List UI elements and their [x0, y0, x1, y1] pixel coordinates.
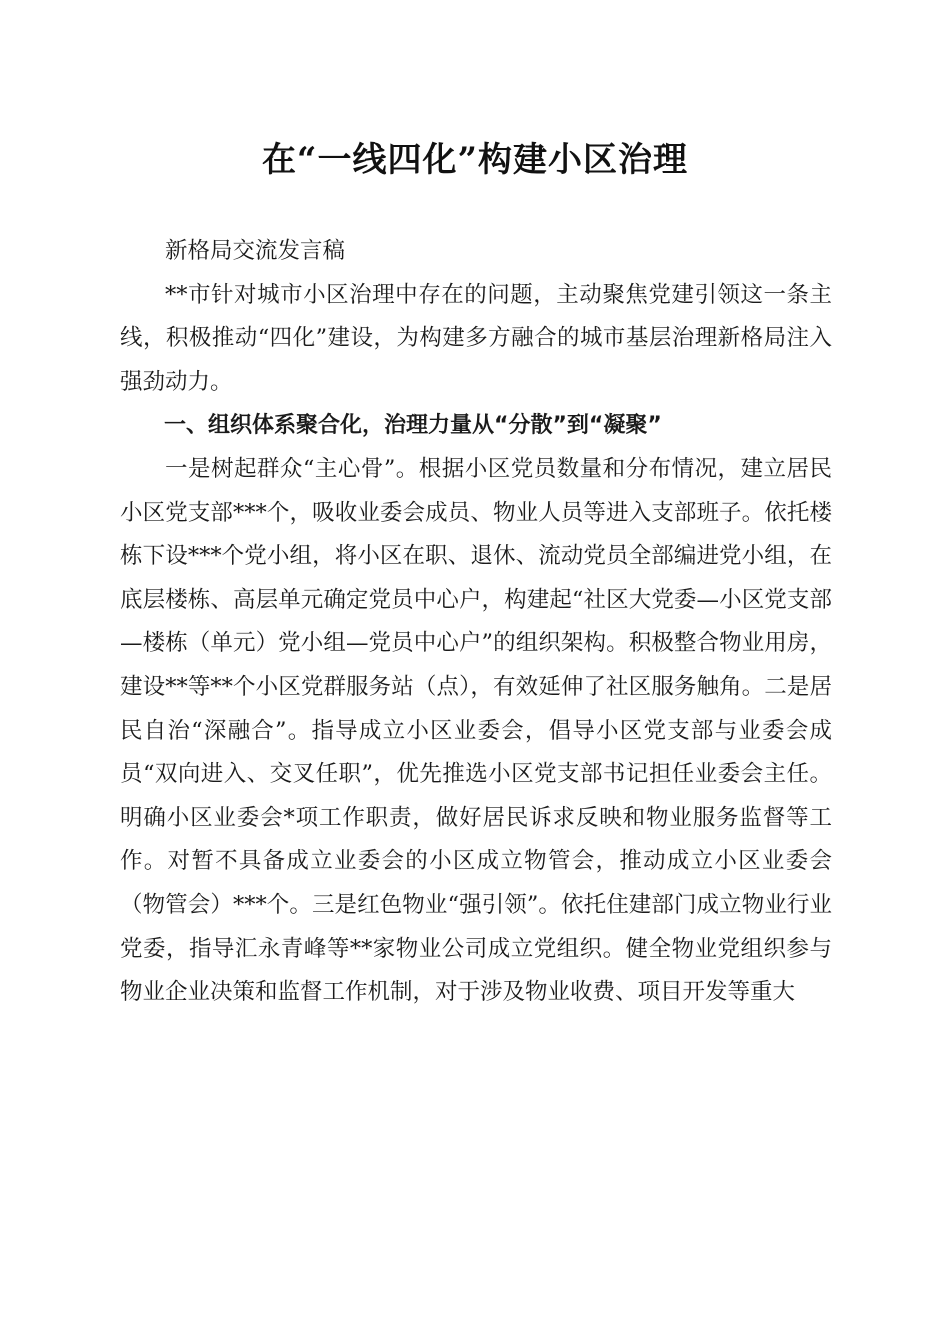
document-body — [120, 230, 832, 1015]
document-subtitle: 新格局交流发言稿 — [165, 238, 346, 264]
section-heading: 一、组织体系聚合化，治理力量从“分散”到“凝聚” — [164, 413, 662, 439]
section-paragraph: 一是树起群众“主心骨”。根据小区党员数量和分布情况，建立居民小区党支部***个，吸收业委会成员、物业人员等进入支部班子。依托楼栋下设***个党小组，将小区在职、退休、流动党员全部编进党小组，在底层楼栋、高层单元确定党员中心户，构建起“社区大党委—小区党支部—楼栋（单元）党小组—党员中心户”的组织架构。积极整合物业用房，建设**等**个小区党群服务站（点），有效延伸了社区服务触角。二是居民自治“深融合”。指导成立小区业委会，倡导小区党支部与业委会成员“双向进入、交叉任职”，优先推选小区党支部书记担任业委会主任。明确小区业委会*项工作职责，做好居民诉求反映和物业服务监督等工作。对暂不具备成立业委会的小区成立物管会，推动成立小区业委会（物管会）***个。三是红色物业“强引领”。依托住建部门成立物业行业党委，指导汇永青峰等**家物业公司成立党组织。健全物业党组织参与物业企业决策和监督工作机制，对于涉及物业收费、项目开发等重大 — [120, 455, 832, 1006]
document-title: 在“一线四化”构建小区治理 — [261, 140, 689, 180]
intro-paragraph: **市针对城市小区治理中存在的问题，主动聚焦党建引领这一条主线，积极推动“四化”建设，为构建多方融合的城市基层治理新格局注入强劲动力。 — [120, 281, 832, 395]
